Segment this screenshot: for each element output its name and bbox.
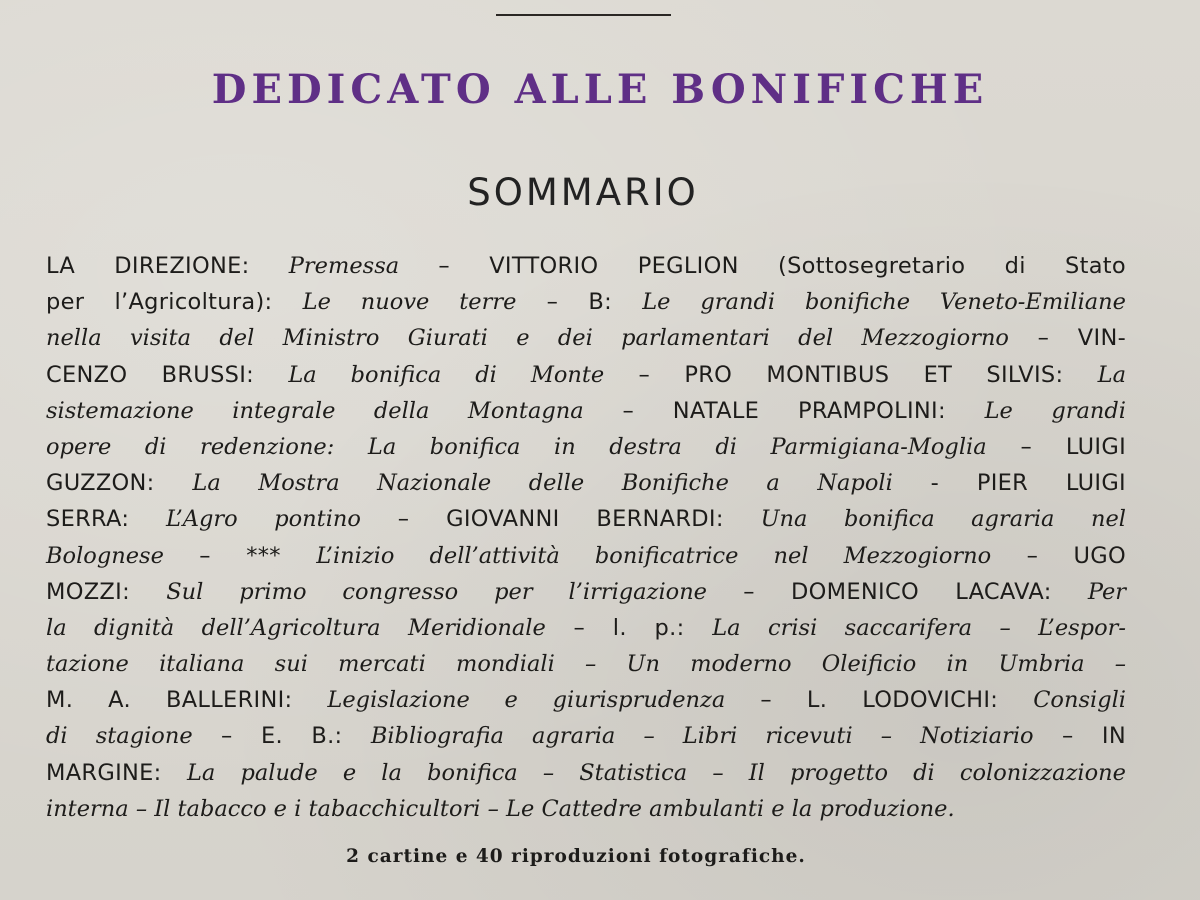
- contents-line: [46, 755, 1126, 791]
- contents-line: [46, 429, 1126, 465]
- contents-line: [46, 284, 1126, 320]
- contents-line: [46, 718, 1126, 754]
- text-run: – l. p.:: [545, 614, 713, 641]
- text-run: Legislazione e giurisprudenza: [327, 687, 726, 714]
- text-run: MOZZI:: [46, 578, 167, 605]
- text-run: – L. LODOVICHI:: [725, 687, 1034, 714]
- text-run: – VIN-: [1008, 325, 1126, 352]
- text-run: interna – Il tabacco e i tabacchicultori – Le Cattedre ambulanti e la produzione.: [46, 795, 955, 822]
- contents-line: [46, 574, 1126, 610]
- top-rule: [496, 14, 671, 16]
- text-run: M. A. BALLERINI:: [46, 687, 328, 714]
- contents-line: [46, 682, 1126, 718]
- text-run: – ***: [163, 542, 317, 569]
- text-run: Le grandi bonifiche Veneto-Emiliane: [642, 289, 1126, 316]
- section-title: SOMMARIO: [467, 171, 699, 214]
- text-run: L’Agro pontino: [166, 506, 361, 533]
- text-run: – VITTORIO PEGLION (Sottosegretario di Stato: [399, 253, 1126, 279]
- text-run: – DOMENICO LACAVA:: [707, 578, 1088, 605]
- text-run: per l’Agricoltura):: [46, 289, 303, 316]
- text-run: – E. B.:: [192, 723, 371, 750]
- text-run: Le grandi: [984, 397, 1126, 424]
- page-heading: DEDICATO ALLE BONIFICHE: [211, 66, 989, 113]
- text-run: LA DIREZIONE:: [46, 253, 289, 279]
- text-run: tazione italiana sui mercati mondiali – Un moderno Oleificio in Umbria –: [46, 651, 1126, 678]
- contents-line: [46, 320, 1126, 356]
- text-run: Le nuove terre: [302, 289, 517, 316]
- text-run: GUZZON:: [46, 470, 193, 497]
- text-run: L’inizio dell’attività bonificatrice nel Mezzogiorno: [316, 542, 992, 569]
- contents-line: [46, 646, 1126, 682]
- text-run: – IN: [1033, 723, 1126, 750]
- text-run: – B:: [516, 289, 643, 316]
- text-run: La Mostra Nazionale delle Bonifiche a Napoli: [192, 470, 893, 497]
- text-run: – NATALE PRAMPOLINI:: [583, 397, 985, 424]
- text-run: sistemazione integrale della Montagna: [46, 397, 584, 424]
- text-run: Bolognese: [46, 542, 164, 569]
- text-run: Premessa: [288, 253, 400, 279]
- text-run: nella visita del Ministro Giurati e dei parlamentari del Mezzogiorno: [46, 325, 1009, 352]
- text-run: Una bonifica agraria nel: [760, 506, 1126, 533]
- text-run: la dignità dell’Agricoltura Meridionale: [46, 614, 546, 641]
- text-run: opere di redenzione: La bonifica in destra di Parmigiana-Moglia: [46, 433, 987, 460]
- text-run: - PIER LUIGI: [892, 470, 1126, 497]
- contents-line: [46, 357, 1126, 393]
- text-run: La bonifica di Monte: [288, 361, 605, 388]
- contents-line: [46, 393, 1126, 429]
- text-run: La: [1097, 361, 1126, 388]
- contents-line: [46, 610, 1126, 646]
- footer-note: 2 cartine e 40 riproduzioni fotografiche.: [346, 846, 806, 867]
- text-run: – LUIGI: [986, 433, 1127, 460]
- text-run: La palude e la bonifica – Statistica – Il progetto di colonizzazione: [186, 759, 1126, 786]
- text-run: La crisi saccarifera – L’espor-: [712, 614, 1126, 641]
- text-run: – PRO MONTIBUS ET SILVIS:: [604, 361, 1098, 388]
- text-run: – UGO: [991, 542, 1127, 569]
- contents-text: [46, 248, 1126, 827]
- text-run: SERRA:: [46, 506, 167, 533]
- text-run: MARGINE:: [46, 759, 187, 786]
- contents-line: [46, 248, 1126, 284]
- contents-line: [46, 538, 1126, 574]
- contents-line: [46, 501, 1126, 537]
- text-run: Bibliografia agraria – Libri ricevuti – Notiziario: [370, 723, 1034, 750]
- text-run: Sul primo congresso per l’irrigazione: [166, 578, 708, 605]
- text-run: Per: [1087, 578, 1127, 605]
- contents-line: [46, 791, 1126, 827]
- text-run: – GIOVANNI BERNARDI:: [360, 506, 761, 533]
- text-run: CENZO BRUSSI:: [46, 361, 289, 388]
- text-run: di stagione: [46, 723, 193, 750]
- contents-line: [46, 465, 1126, 501]
- text-run: Consigli: [1033, 687, 1126, 714]
